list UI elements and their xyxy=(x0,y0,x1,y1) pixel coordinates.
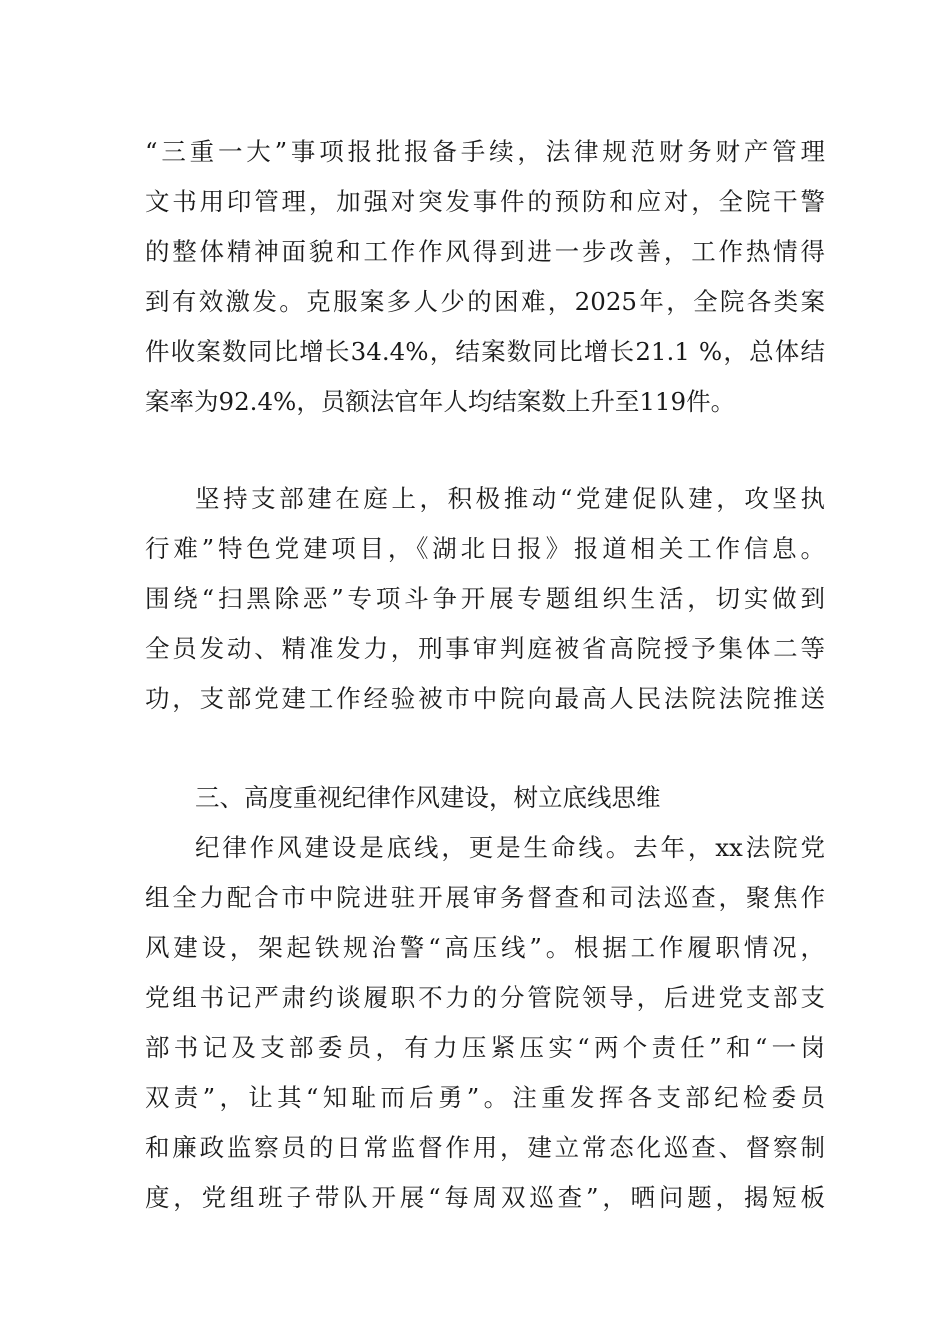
paragraph-2-line-5: 功，支部党建工作经验被市中院向最高人民法院法院推送 xyxy=(145,684,825,713)
paragraph-1-line-3: 的整体精神面貌和工作作风得到进一步改善，工作热情得 xyxy=(145,237,825,266)
paragraph-2-line-4: 全员发动、精准发力，刑事审判庭被省高院授予集体二等 xyxy=(145,634,825,663)
paragraph-1-line-4: 到有效激发。克服案多人少的困难，2025年，全院各类案 xyxy=(145,287,825,316)
section-heading: 三、高度重视纪律作风建设，树立底线思维 xyxy=(195,783,661,812)
paragraph-3-line-8: 度，党组班子带队开展“每周双巡查”，晒问题，揭短板 xyxy=(145,1183,825,1212)
paragraph-2-line-2: 行难”特色党建项目，《湖北日报》报道相关工作信息。 xyxy=(145,534,825,563)
paragraph-3-line-2: 组全力配合市中院进驻开展审务督查和司法巡查，聚焦作 xyxy=(145,883,825,912)
paragraph-3-line-3: 风建设，架起铁规治警“高压线”。根据工作履职情况， xyxy=(145,933,825,962)
paragraph-3-line-7: 和廉政监察员的日常监督作用，建立常态化巡查、督察制 xyxy=(145,1133,825,1162)
paragraph-1-line-1: “三重一大”事项报批报备手续，法律规范财务财产管理 xyxy=(145,137,825,166)
paragraph-3-line-5: 部书记及支部委员，有力压紧压实“两个责任”和“一岗 xyxy=(145,1033,825,1062)
paragraph-3-line-1: 纪律作风建设是底线，更是生命线。去年，xx法院党 xyxy=(195,833,825,862)
paragraph-2-line-1: 坚持支部建在庭上，积极推动“党建促队建，攻坚执 xyxy=(195,484,825,513)
paragraph-1-line-5: 件收案数同比增长34.4%，结案数同比增长21.1 %，总体结 xyxy=(145,337,825,366)
paragraph-1-line-6: 案率为92.4%，员额法官年人均结案数上升至119件。 xyxy=(145,387,736,416)
paragraph-2-line-3: 围绕“扫黑除恶”专项斗争开展专题组织生活，切实做到 xyxy=(145,584,825,613)
paragraph-3-line-6: 双责”，让其“知耻而后勇”。注重发挥各支部纪检委员 xyxy=(145,1083,825,1112)
paragraph-3-line-4: 党组书记严肃约谈履职不力的分管院领导，后进党支部支 xyxy=(145,983,825,1012)
paragraph-1-line-2: 文书用印管理，加强对突发事件的预防和应对，全院干警 xyxy=(145,187,825,216)
